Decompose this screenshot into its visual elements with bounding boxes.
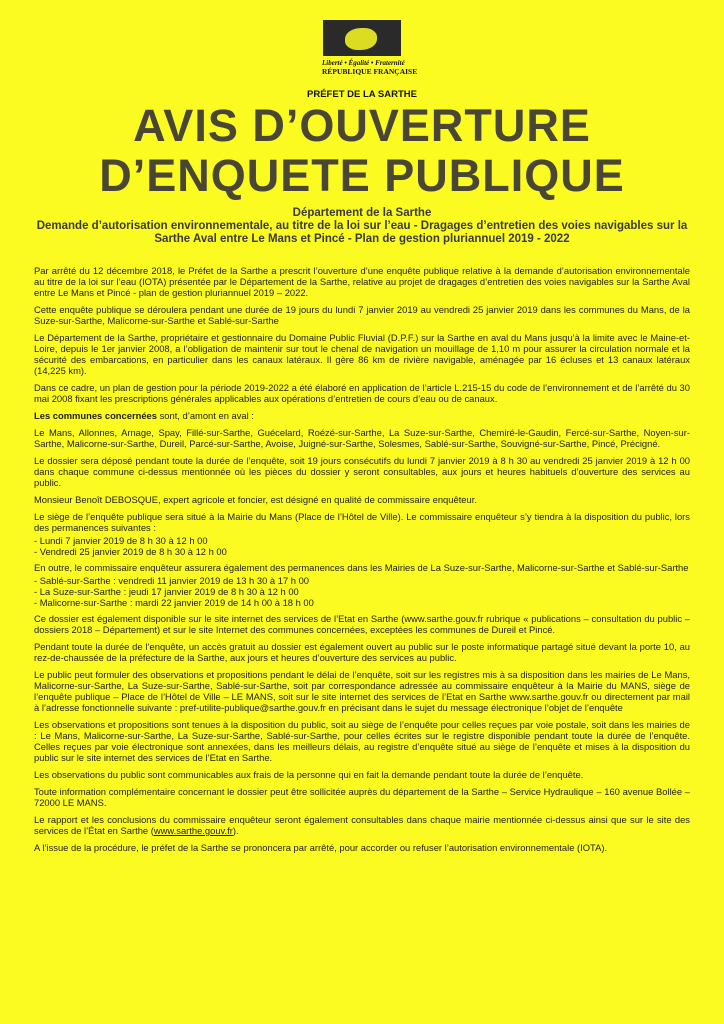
communes-list: Le Mans, Allonnes, Arnage, Spay, Fillé-sur-Sarthe, Guécelard, Roézé-sur-Sarthe, La Suze-sur-Sarthe, Chemiré-le-Gaudin, Fercé-sur-Sarthe, Noyen-sur-Sarthe, Malicorne-sur-Sarthe, Dureil, Parcé-sur-Sarthe, Avoise, Juigné-sur-Sarthe, Solesmes, Sablé-sur-Sarthe, Souvigné-sur-Sarthe, Pincé, Précigné. — [34, 427, 690, 449]
list-item: - Vendredi 25 janvier 2019 de 8 h 30 à 12 h 00 — [34, 546, 227, 557]
list-item: - Malicorne-sur-Sarthe : mardi 22 janvier 2019 de 14 h 00 à 18 h 00 — [34, 597, 314, 608]
paragraph: En outre, le commissaire enquêteur assurera également des permanences dans les Mairies de La Suze-sur-Sarthe, Malicorne-sur-Sarthe et Sablé-sur-Sarthe — [34, 562, 689, 573]
republic-name: RÉPUBLIQUE FRANÇAISE — [322, 67, 418, 76]
paragraph: Cette enquête publique se déroulera pendant une durée de 19 jours du lundi 7 janvier 2019 au vendredi 25 janvier 2019 dans les communes du Mans, de la Suze-sur-Sarthe, Malicorne-sur-Sarthe et Sablé-sur-Sarthe — [34, 304, 690, 326]
text-fragment: ). — [232, 825, 239, 836]
communes-heading-rest: sont, d’amont en aval : — [156, 410, 254, 421]
subject-label: Demande d’autorisation environnementale, au titre de la loi sur l’eau - Dragages d’entretien des voies navigables sur la Sarthe Aval entre Le Mans et Pincé - Plan de gestion pluriannuel 2019 - 2022 — [36, 220, 688, 245]
paragraph: A l’issue de la procédure, le préfet de la Sarthe se prononcera par arrêté, pour accorder ou refuser l’autorisation environnementale (IOTA). — [34, 842, 608, 853]
paragraph: Monsieur Benoît DEBOSQUE, expert agricole et foncier, est désigné en qualité de commissaire enquêteur. — [34, 494, 477, 505]
paragraph: Le public peut formuler des observations et propositions pendant le délai de l’enquête, soit sur les registres mis à sa disposition dans les mairies de Le Mans, Malicorne-sur-Sarthe, La Suze-sur-Sarthe, Sablé-sur-Sarthe, soit par correspondance adressée au commissaire enquêteur à la Mairie du MANS, siège de l’enquête publique – Place de l’Hôtel de Ville – LE MANS, soit sur le site internet des services de l’Etat en Sarthe www.sarthe.gouv.fr ou directement par mail à l’adresse fonctionnelle suivante : pref-utilite-publique@sarthe.gouv.fr en précisant dans le sujet du message électronique l’objet de l’enquête — [34, 669, 690, 713]
paragraph: Ce dossier est également disponible sur le site internet des services de l’Etat en Sarthe (www.sarthe.gouv.fr rubrique « publications – consultation du public – dossiers 2018 – Département) et sur le site Internet des communes concernées, exceptées les communes de Dureil et Pincé. — [34, 613, 690, 635]
paragraph: Par arrêté du 12 décembre 2018, le Préfet de la Sarthe a prescrit l’ouverture d’une enquête publique relative à la demande d’autorisation environnementale au titre de la loi sur l’eau (IOTA) présentée par le Département de la Sarthe, relative au projet de dragages d’entretien des voies navigables sur la Sarthe Aval entre Le Mans et Pincé - plan de gestion pluriannuel 2019 – 2022. — [34, 265, 690, 298]
paragraph: Pendant toute la durée de l’enquête, un accès gratuit au dossier est également ouvert au public sur le poste informatique partagé situé devant la porte 10, au rez-de-chaussée de la préfecture de la Sarthe, aux jours et heures d’ouverture des services au public. — [34, 641, 690, 663]
permanences-list — [34, 535, 690, 557]
website-link[interactable]: www.sarthe.gouv.fr — [153, 825, 233, 836]
paragraph: Dans ce cadre, un plan de gestion pour la période 2019-2022 a été élaboré en application de l’article L.215-15 du code de l’environnement et de l’arrêté du 30 mai 2008 fixant les prescriptions générales applicables aux opérations d’entretien de cours d’eau ou de canaux. — [34, 382, 690, 404]
paragraph — [34, 410, 690, 421]
paragraph: Les observations et propositions sont tenues à la disposition du public, soit au siège de l’enquête pour celles reçues par voie postale, soit dans les mairies de : Le Mans, Malicorne-sur-Sarthe, La Suze-sur-Sarthe, Sablé-sur-Sarthe, pour celles écrites sur le registre disponible pendant toute la durée de l’enquête. Celles reçues par voie électronique sont annexées, dans les meilleurs délais, au registre d’enquête situé au siège de l’enquête et mises à la disposition du public sur le site internet des services de l’Etat en Sarthe. — [34, 719, 690, 763]
republic-logo — [322, 20, 418, 86]
permanences-list — [34, 575, 690, 608]
paragraph: Les observations du public sont communicables aux frais de la personne qui en fait la demande pendant toute la durée de l’enquête. — [34, 769, 584, 780]
marianne-icon — [323, 20, 401, 56]
paragraph — [34, 814, 690, 836]
title-line-1: AVIS D’OUVERTURE — [133, 100, 591, 151]
title-line-2: D’ENQUETE PUBLIQUE — [99, 150, 625, 201]
page-title — [0, 101, 724, 201]
notice-body — [34, 265, 690, 859]
paragraph: Le dossier sera déposé pendant toute la durée de l’enquête, soit 19 jours consécutifs du lundi 7 janvier 2019 à 8 h 30 au vendredi 25 janvier 2019 à 12 h 00 dans chaque commune ci-dessus mentionnée où les pièces du dossier y seront consultables, aux jours et heures habituels d’ouverture des services au public. — [34, 455, 690, 488]
list-item: - Sablé-sur-Sarthe : vendredi 11 janvier 2019 de 13 h 30 à 17 h 00 — [34, 575, 310, 586]
paragraph: Toute information complémentaire concernant le dossier peut être sollicitée auprès du département de la Sarthe – Service Hydraulique – 160 avenue Bollée – 72000 LE MANS. — [34, 786, 690, 808]
motto: Liberté • Égalité • Fraternité — [322, 59, 405, 67]
paragraph: Le Département de la Sarthe, propriétaire et gestionnaire du Domaine Public Fluvial (D.P.F.) sur la Sarthe en aval du Mans jusqu’à la limite avec le Maine-et-Loire, depuis le 1er janvier 2008, a l’obligation de maintenir sur tout le chenal de navigation un mouillage de 1,10 m pour assurer la circulation normale et la sécurité des embarcations, en particulier dans les canaux latéraux. Il gère 86 km de rivière navigable, aménagée par 16 écluses et 13 canaux latéraux (14,225 km). — [34, 332, 690, 376]
text-fragment: Le rapport et les conclusions du commissaire enquêteur seront également consultables dans chaque mairie mentionnée ci-dessus ainsi que sur le site des services de l’État en Sarthe ( — [34, 814, 690, 836]
department-label: Département de la Sarthe — [292, 207, 432, 219]
communes-heading: Les communes concernées — [34, 410, 157, 421]
paragraph: Le siège de l’enquête publique sera situé à la Mairie du Mans (Place de l’Hôtel de Ville). Le commissaire enquêteur s’y tiendra à la disposition du public, lors des permanences suivantes : — [34, 511, 690, 533]
list-item: - La Suze-sur-Sarthe : jeudi 17 janvier 2019 de 8 h 30 à 12 h 00 — [34, 586, 299, 597]
prefet-label: PRÉFET DE LA SARTHE — [307, 89, 417, 100]
subtitle — [24, 207, 700, 246]
list-item: - Lundi 7 janvier 2019 de 8 h 30 à 12 h 00 — [34, 535, 208, 546]
